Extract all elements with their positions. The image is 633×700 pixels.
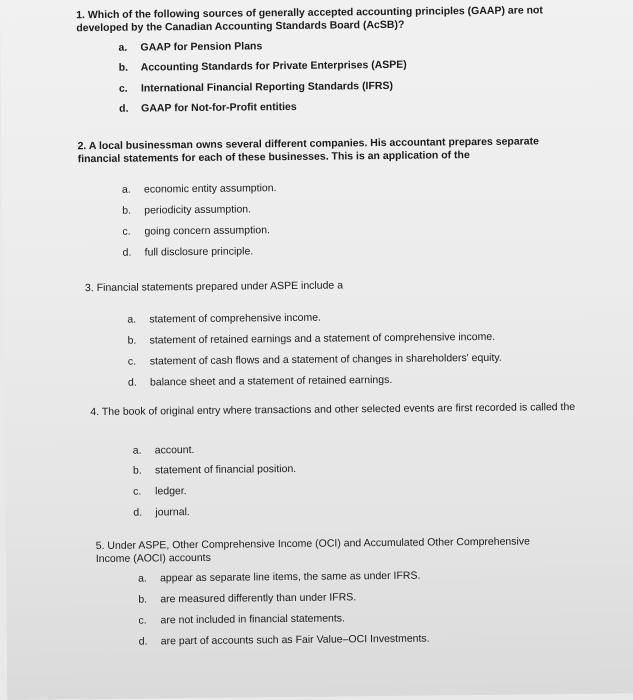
question-4-option-a	[133, 444, 195, 458]
option-letter: d.	[138, 635, 148, 648]
option-text: are measured differently than under IFRS.	[160, 591, 357, 606]
option-letter: c.	[138, 614, 147, 627]
option-text: account.	[154, 443, 195, 457]
option-letter: c.	[122, 225, 131, 238]
option-text: balance sheet and a statement of retained earnings.	[149, 373, 393, 389]
option-letter: d.	[119, 102, 129, 115]
option-letter: a.	[127, 313, 137, 326]
option-letter: b.	[118, 61, 129, 74]
option-letter: b.	[138, 593, 148, 606]
option-text: going concern assumption.	[144, 224, 270, 238]
question-2-option-a	[122, 182, 277, 197]
question-2-option-c	[122, 224, 270, 239]
option-letter: b.	[127, 334, 137, 347]
option-text: GAAP for Pension Plans	[140, 40, 263, 54]
question-3-text: 3. Financial statements prepared under ASPE include a	[84, 279, 344, 295]
question-1-option-b	[119, 59, 407, 75]
question-4-option-d	[133, 506, 190, 520]
option-text: statement of cash flows and a statement of changes in shareholders' equity.	[149, 351, 502, 368]
question-5-option-c	[138, 612, 345, 627]
option-letter: c.	[118, 82, 128, 95]
question-1-option-c	[119, 80, 393, 96]
option-text: GAAP for Not-for-Profit entities	[141, 100, 297, 115]
question-3-option-c	[128, 352, 502, 369]
option-letter: d.	[133, 506, 143, 519]
question-4-option-b	[133, 463, 296, 478]
question-3-option-d	[128, 374, 392, 390]
question-2-text: 2. A local businessman owns several different companies. His accountant prepares separate financial statements for each of these businesses. This is an application of the	[77, 135, 539, 166]
question-5-option-a	[138, 570, 420, 586]
question-5-option-d	[139, 633, 430, 649]
option-text: journal.	[155, 506, 190, 519]
option-text: International Financial Reporting Standards (IFRS)	[140, 79, 394, 95]
option-text: full disclosure principle.	[144, 245, 254, 259]
question-5-text: 5. Under ASPE, Other Comprehensive Income (OCI) and Accumulated Other Comprehensive Income (AOCI) accounts	[95, 535, 530, 566]
question-1-text: 1. Which of the following sources of generally accepted accounting principles (GAAP) are not developed by the Canadian Accounting Standards Board (AcSB)?	[76, 4, 543, 35]
question-4-option-c	[133, 485, 187, 499]
option-text: appear as separate line items, the same as under IFRS.	[160, 569, 421, 585]
option-letter: a.	[138, 572, 147, 585]
option-letter: d.	[122, 246, 132, 259]
option-text: statement of retained earnings and a statement of comprehensive income.	[149, 330, 496, 347]
option-text: are part of accounts such as Fair Value–OCI Investments.	[160, 632, 430, 648]
option-letter: b.	[122, 204, 132, 217]
option-text: periodicity assumption.	[144, 203, 252, 217]
question-5-option-b	[138, 591, 356, 606]
option-text: are not included in financial statements.	[160, 612, 346, 627]
option-text: economic entity assumption.	[143, 182, 277, 196]
option-letter: c.	[127, 355, 137, 368]
option-text: statement of comprehensive income.	[149, 311, 322, 326]
option-text: ledger.	[155, 485, 187, 498]
option-letter: c.	[133, 485, 142, 498]
question-3-option-b	[128, 331, 496, 348]
question-1-option-a	[118, 40, 262, 55]
option-letter: a.	[118, 41, 128, 54]
option-text: statement of financial position.	[154, 462, 297, 477]
question-2-option-d	[123, 245, 254, 259]
option-letter: a.	[121, 183, 131, 196]
option-text: Accounting Standards for Private Enterprises (ASPE)	[140, 58, 407, 74]
question-1-option-d	[119, 101, 297, 116]
option-letter: d.	[127, 376, 137, 389]
option-letter: b.	[132, 464, 142, 477]
question-2-option-b	[122, 203, 251, 217]
question-4-text: 4. The book of original entry where transactions and other selected events are first recorded is called the	[90, 401, 576, 419]
option-letter: a.	[132, 444, 142, 457]
question-3-option-a	[127, 312, 321, 327]
